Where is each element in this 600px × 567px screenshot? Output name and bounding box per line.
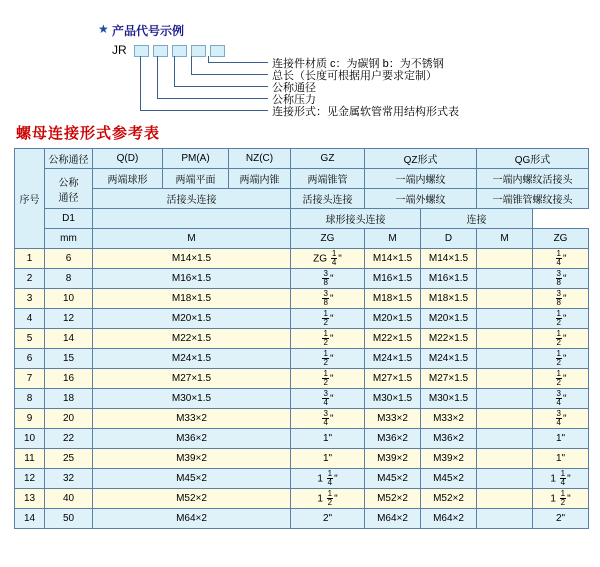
cell-qz-d: M30×1.5 [421,389,477,409]
table-body [15,249,589,529]
cell-index: 13 [15,489,45,509]
cell-qz-d: M20×1.5 [421,309,477,329]
cell-qg-m [477,389,533,409]
header-type-ball: 两端球形 [93,169,163,189]
cell-index: 2 [15,269,45,289]
cell-qz-d: M18×1.5 [421,289,477,309]
header-row-endtype [15,169,589,189]
cell-index: 9 [15,409,45,429]
cell-dn: 50 [45,509,93,529]
header-unit-mm: mm [45,229,93,249]
table-row [15,449,589,469]
cell-gz-zg: 1" [291,449,365,469]
legend-item-connection-form: 连接形式：见金属软管常用结构形式表 [272,106,459,118]
leader-line-v4 [191,56,192,74]
header-blank-1 [93,209,291,229]
cell-qz-d: M64×2 [421,509,477,529]
table-row [15,269,589,289]
leader-line-v1 [140,56,141,110]
leader-line-v2 [157,56,158,98]
cell-gz-zg: 1 $\frac{1}{4}$ " [291,469,365,489]
header-dn-cn: 公称 通径 [45,169,93,209]
cell-dn: 15 [45,349,93,369]
cell-qg-zg: $\frac{3}{8}$ " [533,289,589,309]
cell-qg-zg: 1" [533,429,589,449]
header-type-innerthread: 一端内螺纹 [365,169,477,189]
table-row [15,329,589,349]
cell-index: 7 [15,369,45,389]
header-d1: D1 [45,209,93,229]
cell-index: 5 [15,329,45,349]
cell-qz-m: M45×2 [365,469,421,489]
leader-line-h5 [208,62,268,63]
cell-gz-zg: $\frac{1}{2}$ " [291,309,365,329]
cell-qz-m: M18×1.5 [365,289,421,309]
cell-index: 12 [15,469,45,489]
cell-qz-d: M52×2 [421,489,477,509]
cell-qz-m: M64×2 [365,509,421,529]
cell-qg-zg: $\frac{1}{2}$ " [533,309,589,329]
cell-qg-m [477,509,533,529]
header-unit-m: M [93,229,291,249]
header-ball-joint-conn: 球形接头连接 [291,209,421,229]
cell-qz-m: M39×2 [365,449,421,469]
cell-qz-m: M30×1.5 [365,389,421,409]
leader-line-h3 [174,86,268,87]
cell-dn: 10 [45,289,93,309]
header-group-qz: QZ形式 [365,149,477,169]
header-row-d1 [15,209,589,229]
cell-qz-d: M24×1.5 [421,349,477,369]
cell-qg-m [477,409,533,429]
code-box-4 [191,45,206,57]
cell-qz-d: M14×1.5 [421,249,477,269]
cell-dn: 8 [45,269,93,289]
cell-qz-m: M52×2 [365,489,421,509]
cell-dn: 18 [45,389,93,409]
code-prefix: JR [112,43,127,57]
header-group-gz: GZ [291,149,365,169]
cell-qz-d: M33×2 [421,409,477,429]
header-group-pma: PM(A) [163,149,229,169]
cell-qz-m: M16×1.5 [365,269,421,289]
cell-gz-zg: 1 $\frac{1}{2}$ " [291,489,365,509]
cell-dn: 14 [45,329,93,349]
table-row [15,369,589,389]
product-code-legend [0,0,600,118]
cell-dn: 6 [45,249,93,269]
cell-qd-m: M64×2 [93,509,291,529]
cell-qz-m: M27×1.5 [365,369,421,389]
legend-title: 产品代号示例 [112,24,185,38]
header-conn-taper-pipe-joint: 一端锥管螺纹接头 [477,189,589,209]
cell-dn: 12 [45,309,93,329]
cell-qg-zg: 1 $\frac{1}{2}$ " [533,489,589,509]
cell-index: 14 [15,509,45,529]
table-row [15,509,589,529]
header-conn-union-1: 活接头连接 [93,189,291,209]
cell-qd-m: M39×2 [93,449,291,469]
header-index: 序号 [15,149,45,249]
cell-index: 8 [15,389,45,409]
header-type-innerthread-union: 一端内螺纹活接头 [477,169,589,189]
cell-qz-m: M20×1.5 [365,309,421,329]
cell-index: 4 [15,309,45,329]
header-type-flat: 两端平面 [163,169,229,189]
table-row [15,249,589,269]
cell-qz-d: M36×2 [421,429,477,449]
cell-gz-zg: ZG $\frac{1}{4}$ " [291,249,365,269]
cell-qz-d: M16×1.5 [421,269,477,289]
code-boxes [134,45,225,57]
cell-qz-m: M33×2 [365,409,421,429]
legend-item-length: 总长（长度可根据用户要求定制） [272,70,437,82]
leader-line-h1 [140,110,268,111]
header-conn-outer-thread: 一端外螺纹 [365,189,477,209]
cell-qg-m [477,349,533,369]
cell-qg-m [477,369,533,389]
header-unit-m3: M [477,229,533,249]
cell-qg-zg: 1" [533,449,589,469]
table-row [15,349,589,369]
cell-qg-zg: $\frac{3}{4}$ " [533,409,589,429]
header-group-qd: Q(D) [93,149,163,169]
cell-qz-d: M39×2 [421,449,477,469]
header-unit-zg2: ZG [533,229,589,249]
cell-qz-d: M45×2 [421,469,477,489]
cell-gz-zg: $\frac{1}{2}$ " [291,369,365,389]
cell-qd-m: M30×1.5 [93,389,291,409]
code-box-1 [134,45,149,57]
header-row-connection [15,189,589,209]
header-row-codes [15,149,589,169]
cell-gz-zg: $\frac{3}{8}$ " [291,289,365,309]
cell-qg-m [477,489,533,509]
cell-qz-m: M14×1.5 [365,249,421,269]
cell-qg-m [477,249,533,269]
cell-gz-zg: $\frac{3}{4}$ " [291,409,365,429]
cell-qz-d: M27×1.5 [421,369,477,389]
cell-qd-m: M18×1.5 [93,289,291,309]
cell-index: 10 [15,429,45,449]
table-row [15,429,589,449]
cell-dn: 32 [45,469,93,489]
cell-qg-zg: $\frac{1}{2}$ " [533,329,589,349]
leader-line-v3 [174,56,175,86]
table-row [15,489,589,509]
header-conn-union-2: 活接头连接 [291,189,365,209]
header-group-nzc: NZ(C) [229,149,291,169]
header-unit-d: D [421,229,477,249]
cell-qg-m [477,329,533,349]
cell-gz-zg: $\frac{1}{2}$ " [291,349,365,369]
cell-qz-m: M36×2 [365,429,421,449]
cell-index: 11 [15,449,45,469]
header-unit-zg: ZG [291,229,365,249]
header-row-units [15,229,589,249]
cell-qd-m: M24×1.5 [93,349,291,369]
legend-item-material: 连接件材质 c：为碳钢 b：为不锈钢 [272,58,444,70]
cell-qd-m: M16×1.5 [93,269,291,289]
cell-dn: 22 [45,429,93,449]
cell-qg-m [477,269,533,289]
cell-qd-m: M45×2 [93,469,291,489]
cell-qg-zg: $\frac{1}{2}$ " [533,349,589,369]
cell-gz-zg: $\frac{3}{4}$ " [291,389,365,409]
cell-index: 1 [15,249,45,269]
cell-qg-zg: $\frac{3}{8}$ " [533,269,589,289]
cell-qz-m: M22×1.5 [365,329,421,349]
cell-gz-zg: 2" [291,509,365,529]
cell-qg-m [477,309,533,329]
spec-table-wrap [14,148,588,529]
cell-qg-zg: $\frac{3}{4}$ " [533,389,589,409]
cell-qg-zg: 2" [533,509,589,529]
table-row [15,289,589,309]
header-link: 连接 [421,209,533,229]
leader-line-h2 [157,98,268,99]
cell-qd-m: M52×2 [93,489,291,509]
cell-dn: 16 [45,369,93,389]
cell-qg-zg: $\frac{1}{4}$ " [533,249,589,269]
header-type-innercone: 两端内锥 [229,169,291,189]
header-type-taperpipe: 两端锥管 [291,169,365,189]
cell-qd-m: M20×1.5 [93,309,291,329]
cell-dn: 40 [45,489,93,509]
cell-qd-m: M14×1.5 [93,249,291,269]
cell-qd-m: M22×1.5 [93,329,291,349]
cell-index: 3 [15,289,45,309]
table-row [15,309,589,329]
page-title: 螺母连接形式参考表 [16,125,161,142]
cell-qd-m: M33×2 [93,409,291,429]
cell-qz-d: M22×1.5 [421,329,477,349]
nut-connection-table [14,148,589,529]
cell-qg-m [477,449,533,469]
cell-gz-zg: $\frac{1}{2}$ " [291,329,365,349]
table-row [15,469,589,489]
cell-dn: 25 [45,449,93,469]
cell-qg-m [477,289,533,309]
cell-qz-m: M24×1.5 [365,349,421,369]
header-unit-m2: M [365,229,421,249]
cell-gz-zg: $\frac{3}{8}$ " [291,269,365,289]
table-row [15,409,589,429]
cell-qg-m [477,429,533,449]
header-group-qg: QG形式 [477,149,589,169]
table-row [15,389,589,409]
cell-qd-m: M27×1.5 [93,369,291,389]
legend-item-nominal-diameter: 公称通径 [272,82,316,94]
leader-line-h4 [191,74,268,75]
cell-qg-zg: $\frac{1}{2}$ " [533,369,589,389]
cell-qd-m: M36×2 [93,429,291,449]
cell-index: 6 [15,349,45,369]
header-dn: 公称通径 [45,149,93,169]
legend-item-nominal-pressure: 公称压力 [272,94,316,106]
cell-gz-zg: 1" [291,429,365,449]
code-box-2 [153,45,168,57]
code-box-5 [210,45,225,57]
cell-qg-m [477,469,533,489]
cell-qg-zg: 1 $\frac{1}{4}$ " [533,469,589,489]
star-icon: ★ [98,22,109,36]
cell-dn: 20 [45,409,93,429]
